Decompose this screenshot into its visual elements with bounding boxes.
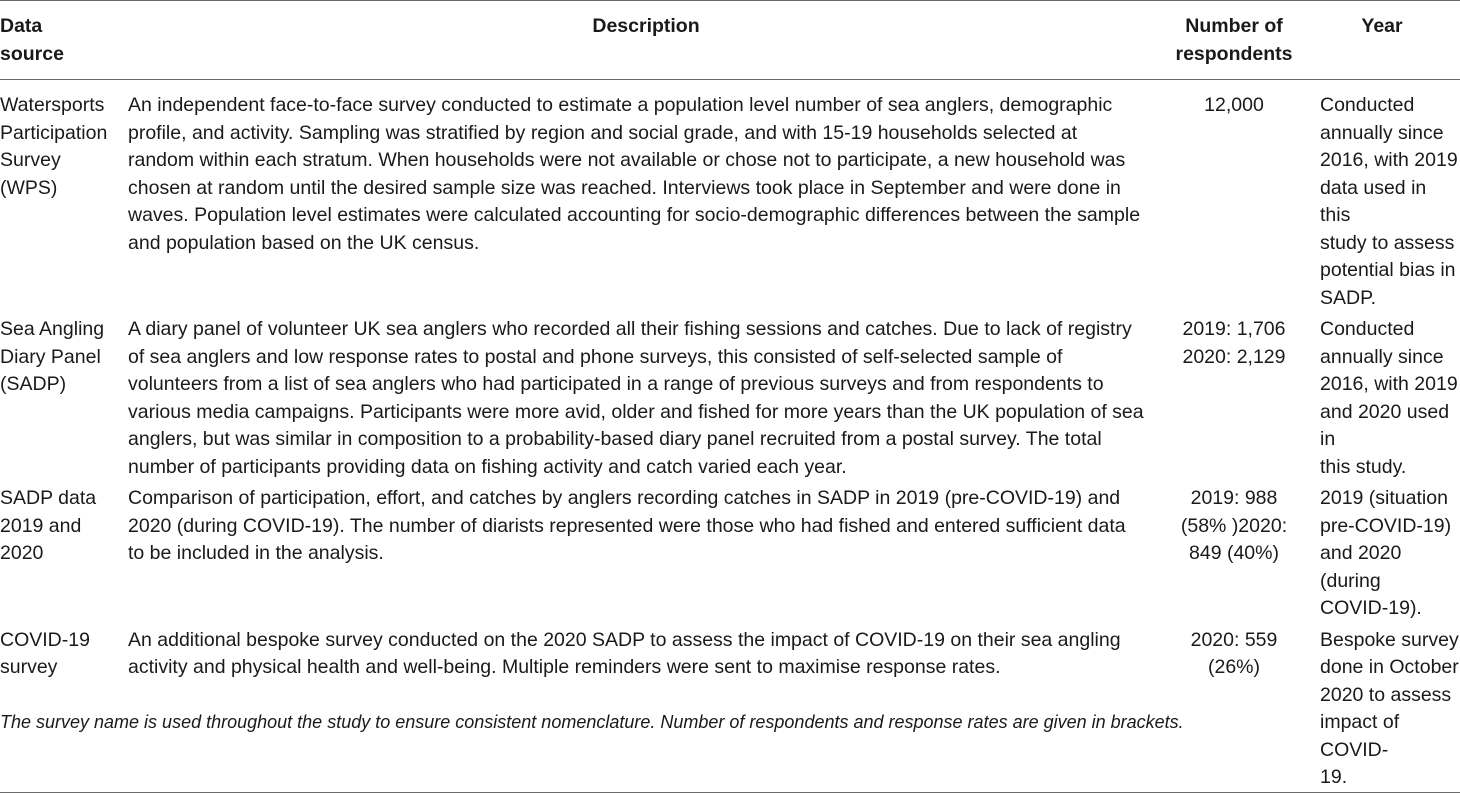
cell-year: 2019 (situation pre-COVID-19) and 2020 (during COVID-19). — [1320, 487, 1452, 619]
cell-respondents: 2019: 988 (58% )2020: 849 (40%) — [1180, 487, 1288, 564]
cell-description: A diary panel of volunteer UK sea anglers who recorded all their fishing sessions and catches. Due to lack of registry of sea anglers and low response rates to postal and phone surveys, this consisted of self-selected sample of volunteers from a list of sea anglers who had participated in a range of previous surveys and from respondents to various media campaigns. Participants were more avid, older and fished for more years than the UK population of sea anglers, but was similar in composition to a probability-based diary panel recruited from a postal survey. The total number of participants providing data on fishing activity and catch varied each year. — [128, 318, 1144, 478]
header-number-of-respondents: Number of respondents — [1164, 1, 1304, 80]
table-row — [0, 623, 1460, 793]
cell-data-source: SADP data 2019 and 2020 — [0, 487, 97, 564]
cell-description: Comparison of participation, effort, and catches by anglers recording catches in SADP in 2019 (pre-COVID-19) and 2020 (during COVID-19). The number of diarists represented were those who had fished and entered sufficient data to be included in the analysis. — [128, 487, 1126, 564]
header-row — [0, 1, 1460, 80]
cell-respondents: 2019: 1,706 2020: 2,129 — [1182, 318, 1286, 368]
header-description: Description — [128, 1, 1164, 80]
cell-year: Conducted annually since 2016, with 2019 data used in this study to assess potential bias in SADP. — [1320, 94, 1458, 309]
cell-respondents: 2020: 559 (26%) — [1164, 623, 1304, 793]
table-row — [0, 481, 1460, 623]
header-year: Year — [1304, 1, 1460, 80]
cell-year: Conducted annually since 2016, with 2019 and 2020 used in this study. — [1320, 318, 1458, 478]
table-footnote: The survey name is used throughout the study to ensure consistent nomenclature. Number of respondents and response rates are given in brackets. — [0, 712, 1184, 732]
cell-year: Bespoke survey done in October 2020 to assess impact of COVID- 19. — [1304, 623, 1460, 793]
cell-data-source: Sea Angling Diary Panel (SADP) — [0, 318, 105, 395]
cell-data-source: Watersports Participation Survey (WPS) — [0, 94, 108, 199]
cell-data-source: COVID-19 survey — [0, 623, 128, 793]
table-row — [0, 80, 1460, 313]
table-row — [0, 312, 1460, 481]
cell-respondents: 12,000 — [1204, 94, 1264, 116]
cell-description: An independent face-to-face survey conducted to estimate a population level number of sea anglers, demographic profile, and activity. Sampling was stratified by region and social grade, and with 15-19 households selected at random within each stratum. When households were not available or chose not to participate, a new household was chosen at random until the desired sample size was reached. Interviews took place in September and were done in waves. Population level estimates were calculated accounting for socio-demographic differences between the sample and population based on the UK census. — [128, 94, 1141, 254]
header-data-source: Data source — [0, 1, 128, 80]
cell-description: An additional bespoke survey conducted on the 2020 SADP to assess the impact of COVID-19 on their sea angling activity and physical health and well-being. Multiple reminders were sent to maximise response rates. — [128, 623, 1164, 793]
